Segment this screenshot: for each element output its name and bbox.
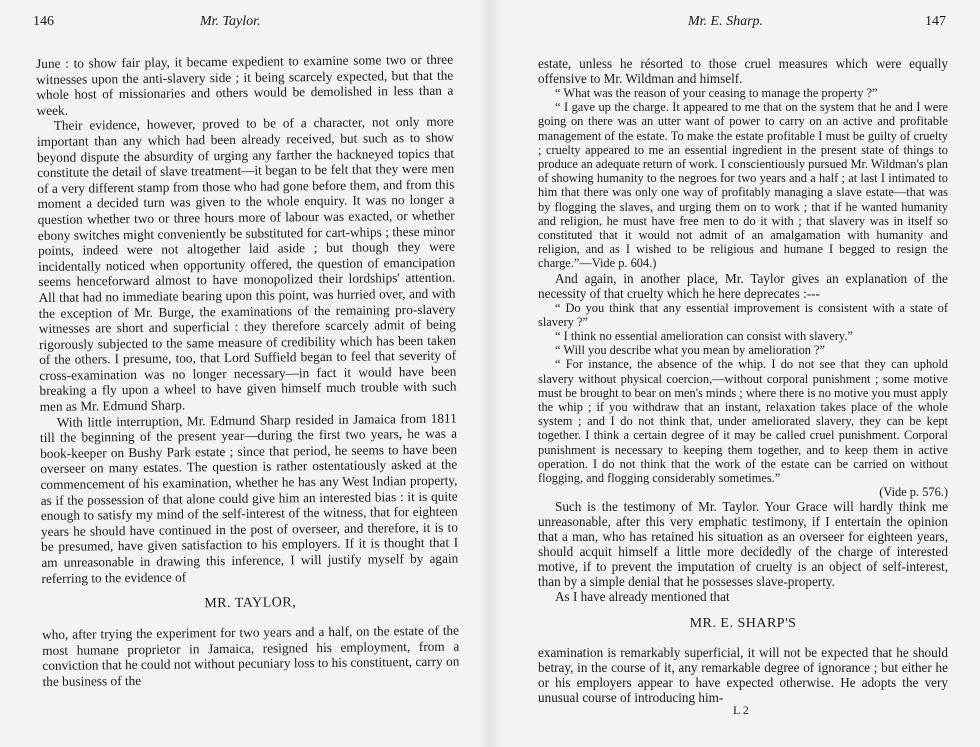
paragraph: who, after trying the experiment for two years and a half, on the estate of the most humane proprietor in Jamaica, resigned his employment, from a conviction that he could not without pecuniary loss to his constituent, carry on the business of the — [41, 622, 460, 689]
right-page — [490, 0, 980, 747]
paragraph: examination is remarkably superficial, it will not be expected that he should betray, in the course of it, any remarkable degree of ignorance ; but either he or his employers appear to have expected otherwise. He adopts the very unusual course of introducing him- — [538, 645, 948, 706]
running-head-right: Mr. E. Sharp. — [688, 14, 764, 29]
right-text-column — [538, 56, 948, 705]
quote-paragraph: “ What was the reason of your ceasing to manage the property ?” — [555, 86, 878, 100]
signature-mark: L 2 — [733, 703, 749, 717]
quote-paragraph: “ I think no essential amelioration can consist with slavery.” — [555, 329, 853, 344]
paragraph: As I have already mentioned that — [555, 589, 730, 605]
quote-paragraph: “ Do you think that any essential improvement is consistent with a state of slavery ?” — [538, 300, 948, 329]
quote-paragraph: “ For instance, the absence of the whip. I do not see that they can uphold slavery without physical coercion,—without corporal punishment ; some motive must be brought to bear on men's minds ; where there is no motive you must apply the whip ; if you withdraw that an instant, relaxation takes place of the whole system ; and I do not think that, under ameliorated slavery, they can be kept together. I think a certain degree of it may be called cruel punishment. Corporal punishment is necessary to keeping them together, and to keep them in active operation. I do not think that the work of the estate can be carried on without flogging, and flogging considerably sometimes.” — [538, 357, 948, 486]
page-number-left: 146 — [33, 14, 54, 29]
paragraph: With little interruption, Mr. Edmund Sharp resided in Jamaica from 1811 till the beginning of the present year—during the first two years, he was a book-keeper on Bushy Park estate ; since that period, he seems to have been overseer on many estates. The question is rather ostentatiously asked at the commencement of his examination, whether he has any West Indian property, as if the possession of that alone could give him an interested bias : it is quite enough to satisfy my mind of the self-interest of the witness, that for eighteen years he should have continued in the post of overseer, and therefore, it is to be presumed, have given satisfaction to his employers. If it is thought that I am unreasonable in drawing this inference, I will justify myself by again referring to the evidence of — [39, 410, 459, 586]
vide-reference: (Vide p. 576.) — [879, 485, 948, 500]
quote-paragraph: “ I gave up the charge. It appeared to me that on the system that he and I were going on there was an utter want of power to carry on an active and profitable management of the estate. To make the estate profitable I must be guilty of cruelty ; cruelty appeared to me an essential ingredient in the present state of things to produce an adequate return of work. I conscientiously pursued Mr. Wildman's plan of showing humanity to the negroes for two years and a half ; at last I intimated to him that there was only one way of profitably managing a slave estate—that was by flogging the slaves, and urging them on to work ; that if he wanted humanity and religion, he must have free men to do it with ; that slavery was in itself so constituted that it would not admit of an amalgamation with humanity and religion, and as I wished to be religious and humane I begged to resign the charge.”—Vide p. 604.) — [538, 100, 948, 271]
paragraph: Their evidence, however, proved to be of a character, not only more important than any which had been already received, but such as to show beyond dispute the absurdity of urging any farther the hackneyed topics that constitute the detail of slave treatment—it began to be felt that they were men of a very different stamp from those who had gone before them, and from this moment a decided turn was given to the whole enquiry. It was no longer a question whether two or three hours more of labour was exacted, or whether ebony switches might conveniently be substituted for cart-whips ; these minor points, indeed were not altogether laid aside ; but though they were incidentally noticed when opportunity offered, the question of emancipation seems henceforward almost to have monopolized their lordships' attention. All that had no immediate bearing upon this point, was hurried over, and with the exception of Mr. Burge, the examinations of the remaining pro-slavery witnesses are short and superficial : they therefore scarcely admit of being rigorously subjected to the same measure of credibility which has been taken of the others. I presume, too, that Lord Suffield began to feel that severity of cross-examination was no longer necessary—in fact it would have been breaking a fly upon a wheel to have given himself much trouble with such men as Mr. Edmund Sharp. — [36, 114, 457, 415]
paragraph: And again, in another place, Mr. Taylor gives an explanation of the necessity of that cruelty which he here deprecates :--- — [538, 270, 948, 301]
paragraph: estate, unless he résorted to those cruel measures which were equally offensive to Mr. Wildman and himself. — [538, 56, 948, 86]
section-heading-left: MR. TAYLOR, — [204, 595, 297, 612]
paragraph: Such is the testimony of Mr. Taylor. Your Grace will hardly think me unreasonable, after this very emphatic testimony, if I entertain the opinion that a man, who has retained his situation as an overseer for eighteen years, should acquit himself a little more decidedly of the charge of interested motive, if to prevent the imputation of cruelty is an object of self-interest, than by a simple denial that he possesses slave-property. — [538, 499, 948, 590]
section-heading-right: MR. E. SHARP'S — [689, 616, 797, 632]
running-head-left: Mr. Taylor. — [200, 14, 261, 29]
left-text-column — [36, 52, 460, 690]
page-number-right: 147 — [925, 14, 946, 29]
paragraph: June : to show fair play, it became expedient to examine some two or three witnesses upon the anti-slavery side ; it being scarcely expected, but that the whole host of missionaries and others would be demolished in less than a week. — [36, 51, 454, 118]
quote-paragraph: “ Will you describe what you mean by amelioration ?” — [555, 343, 826, 358]
